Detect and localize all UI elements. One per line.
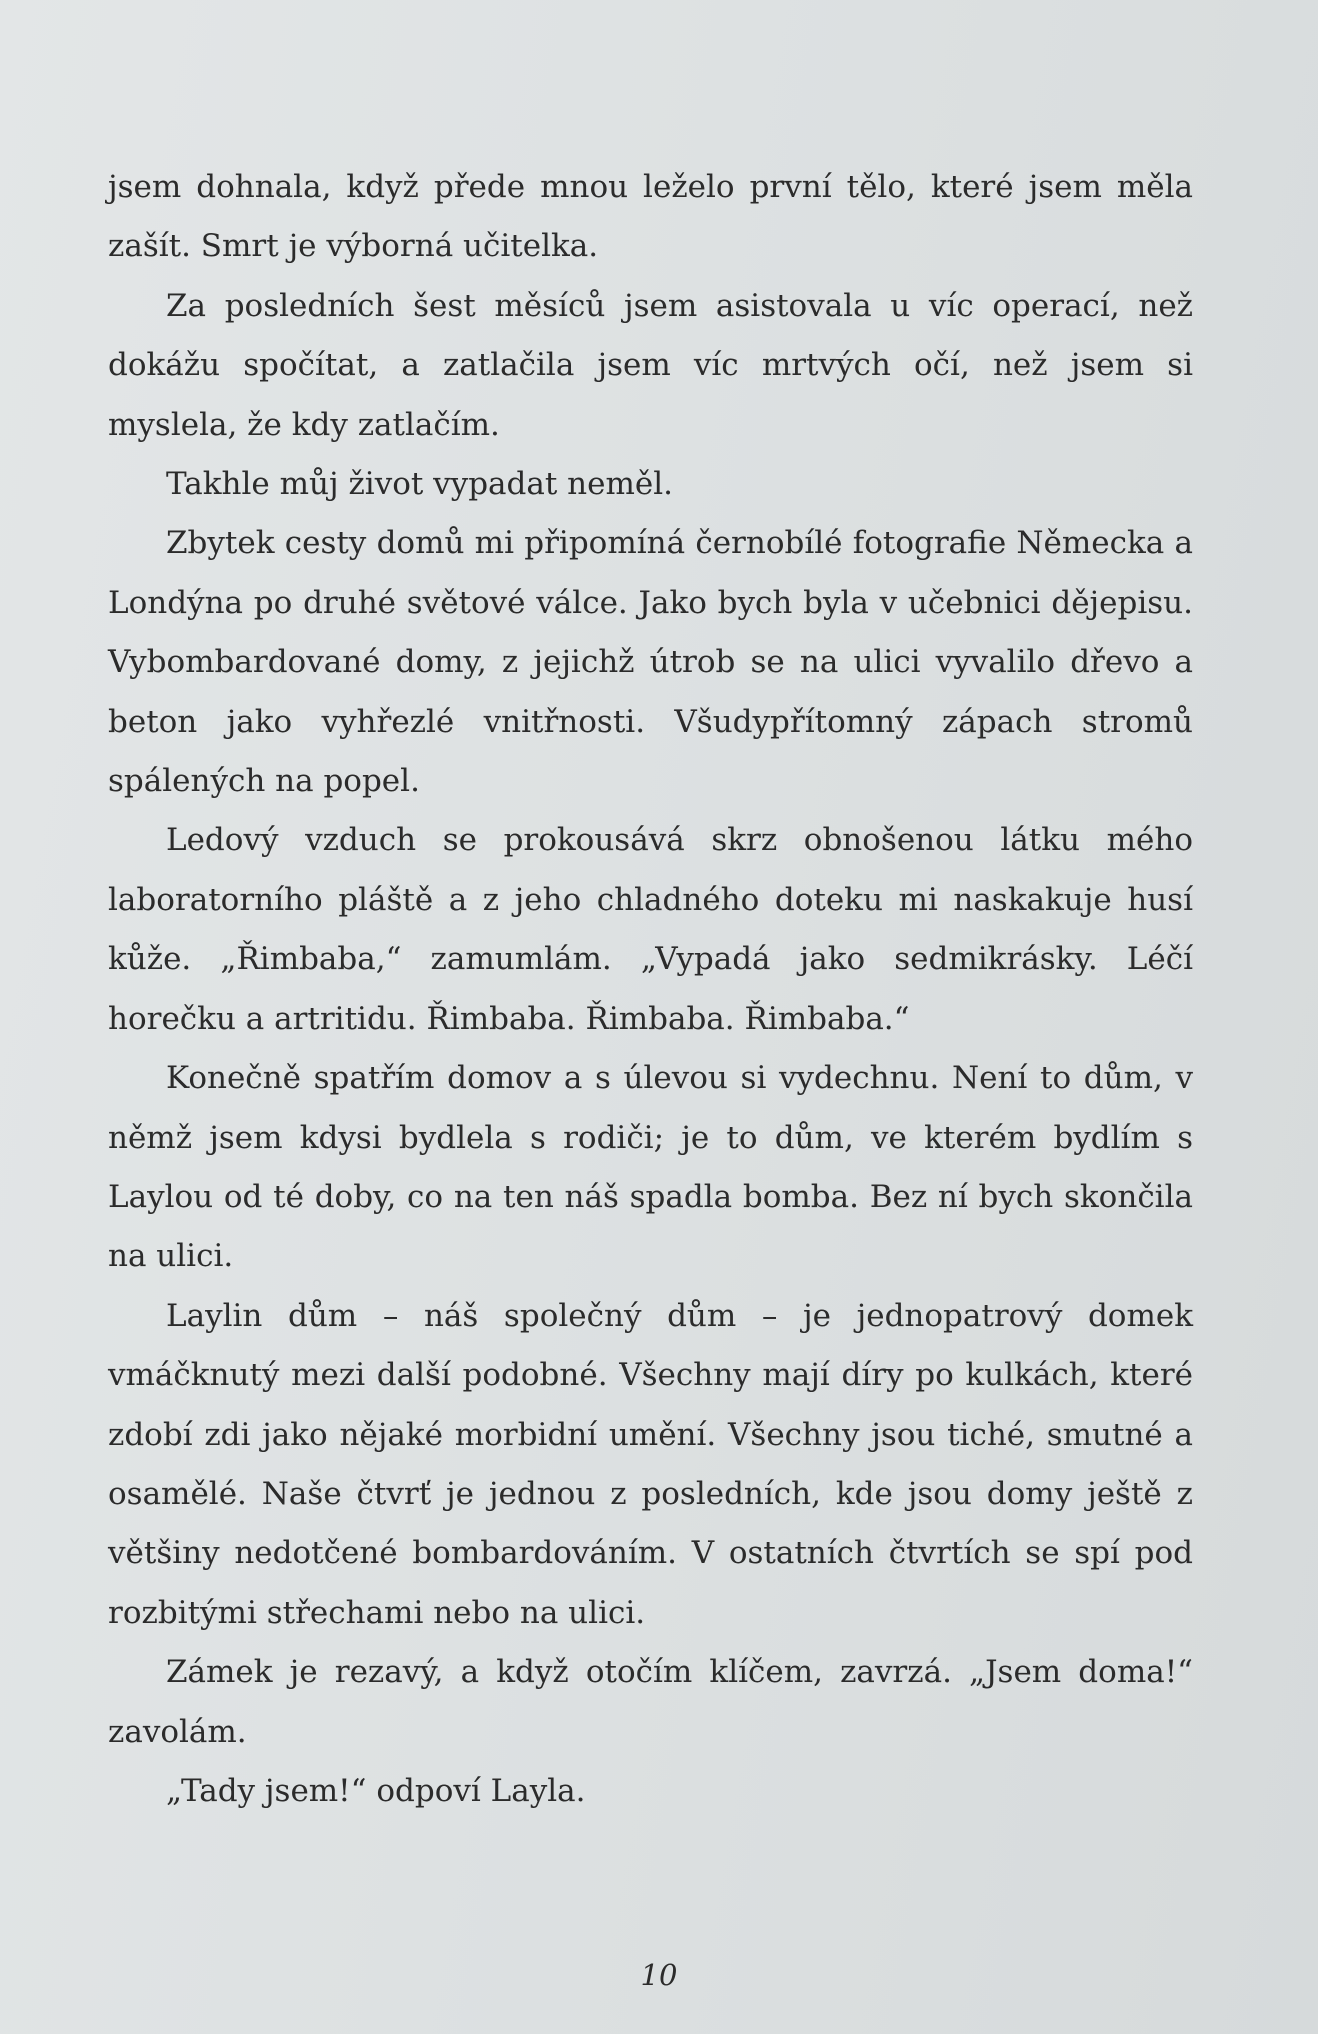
paragraph-2: Za posledních šest měsíců jsem asistovala u víc operací, než dokážu spočítat, a zatlačila jsem víc mrtvých očí, než jsem si myslela, že kdy zatlačím.	[108, 287, 1193, 443]
page-number: 10	[640, 1958, 678, 1992]
paragraph-4: Zbytek cesty domů mi připomíná černobílé fotografie Německa a Londýna po druhé světové válce. Jako bych byla v učebnici dějepisu. Vybombardované domy, z jejichž útrob se na ulici vyvalilo dřevo a beton jako vyhřezlé vnitřnosti. Všudypřítomný zápach stromů spálených na popel.	[108, 525, 1193, 800]
paragraph-6: Konečně spatřím domov a s úlevou si vydechnu. Není to dům, v němž jsem kdysi bydlela s rodiči; je to dům, ve kterém bydlím s Laylou od té doby, co na ten náš spadla bomba. Bez ní bych skončila na ulici.	[108, 1060, 1193, 1275]
paragraph-9: „Tady jsem!“ odpoví Layla.	[166, 1772, 586, 1809]
paragraph-5: Ledový vzduch se prokousává skrz obnošenou látku mého laboratorního pláště a z jeho chladného doteku mi naskakuje husí kůže. „Řimbaba,“ zamumlám. „Vypadá jako sedmikrásky. Léčí horečku a artritidu. Řimbaba. Řimbaba. Řimbaba.“	[108, 822, 1193, 1037]
paragraph-8: Zámek je rezavý, a když otočím klíčem, zavrzá. „Jsem doma!“ zavolám.	[108, 1654, 1193, 1750]
paragraph-1: jsem dohnala, když přede mnou leželo první tělo, které jsem měla zašít. Smrt je výborná učitelka.	[108, 169, 1193, 265]
body-text	[108, 158, 1193, 1821]
paragraph-7: Laylin dům – náš společný dům – je jednopatrový domek vmáčknutý mezi další podobné. Všechny mají díry po kulkách, které zdobí zdi jako nějaké morbidní umění. Všechny jsou tiché, smutné a osamělé. Naše čtvrť je jednou z posledních, kde jsou domy ještě z většiny nedotčené bombardováním. V ostatních čtvrtích se spí pod rozbitými střechami nebo na ulici.	[108, 1297, 1193, 1631]
paragraph-3: Takhle můj život vypadat neměl.	[166, 466, 673, 503]
